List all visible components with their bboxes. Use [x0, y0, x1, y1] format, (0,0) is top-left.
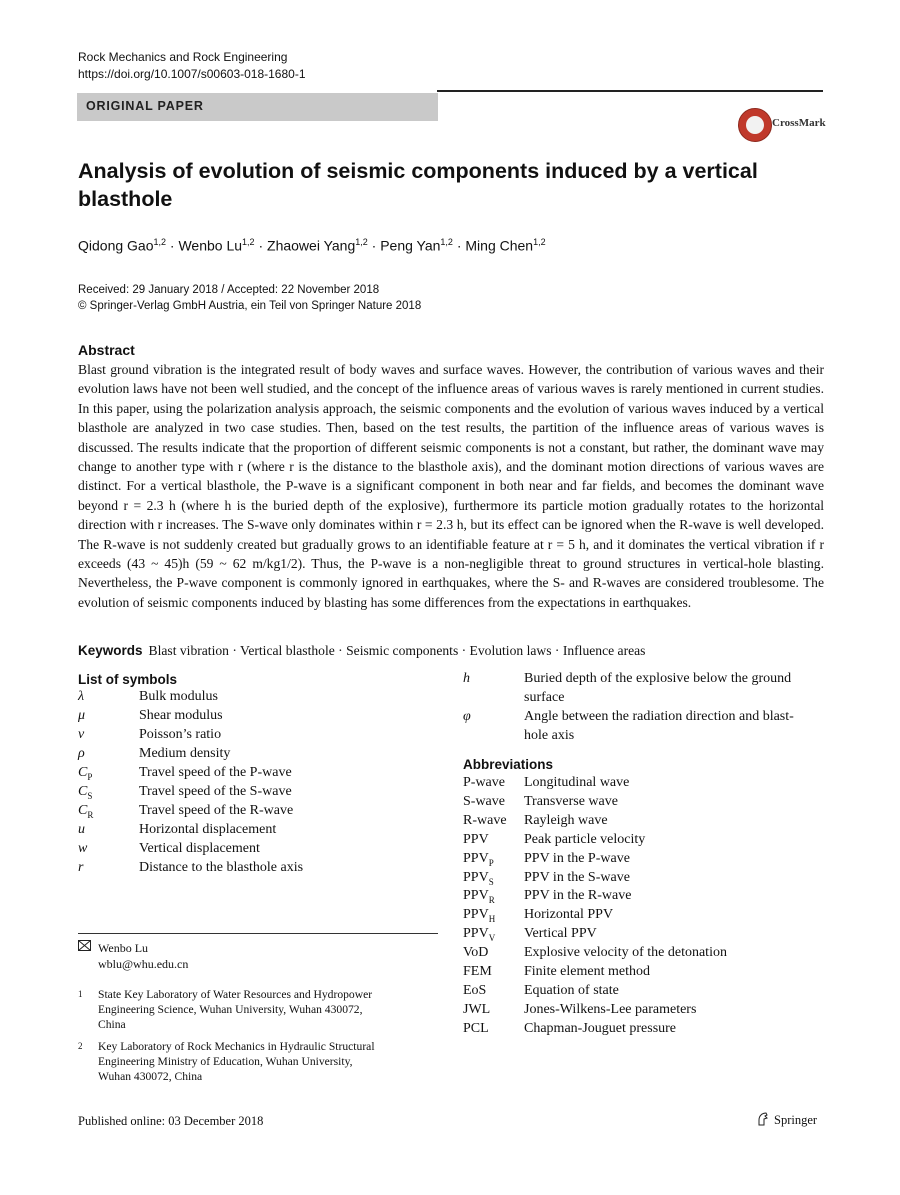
symbol-description-cont: surface [524, 690, 565, 705]
symbol: h [463, 671, 470, 686]
abbreviation-description: Horizontal PPV [524, 907, 614, 923]
author-name: Wenbo Lu [178, 237, 243, 254]
affiliation-number: 2 [78, 1041, 83, 1051]
abstract-text: Blast ground vibration is the integrated result of body waves and surface waves. However, the contribution of various waves and their evolution laws have not been well studied, and the concept of the influence areas of various waves is rarely mentioned in current studies. In this paper, using the polarization analysis approach, the seismic components and the evolution of various waves induced by a vertical blasthole are analyzed in two case studies. Then, based on the test results, the partition of the influence areas of various waves is discussed. The results indicate that the proportion of different seismic components is not a constant, but rather, the dominant wave may change to another type with r (where r is the distance to the blasthole axis), and the dominant motion directions of various waves are distinct. For a vertical blasthole, the P-wave is a significant component in both near and far fields, and becomes the dominant wave beyond r = 2.3 h (where h is the buried depth of the explosive), furthermore its particle motion gradually rotates to the horizontal direction with r increases. The S-wave only dominates within r = 2.3 h, but its effect can be ignored when the R-wave is well developed. The R-wave is not suddenly created but gradually grows to an identifiable feature at r = 5 h, and it dominates the vertical vibration if r exceeds (43 ~ 45)h (59 ~ 62 m/kg1/2). Thus, the P-wave is a non-negligible threat to ground structures in vertical-hole blasting. Nevertheless, the P-wave component is commonly ignored in earthquakes, where the S- and R-waves are considered troublesome. The evolution of seismic components induced by blasting has some differences from the expectations in earthquakes. [78, 362, 824, 610]
copyright-line: © Springer-Verlag GmbH Austria, ein Teil von Springer Nature 2018 [78, 300, 422, 312]
corresponding-author-email[interactable]: wblu@whu.edu.cn [98, 957, 189, 971]
symbol-description: Travel speed of the R-wave [139, 803, 294, 818]
affiliation-line: Wuhan 430072, China [98, 1070, 203, 1083]
author-separator: · [166, 237, 179, 254]
symbol: r [78, 860, 84, 875]
symbol-description: Poisson’s ratio [139, 727, 222, 742]
footnote-rule [78, 933, 438, 934]
affiliation-number: 1 [78, 989, 83, 999]
symbol: $C_R$ [78, 803, 94, 820]
abbreviation: EoS [463, 982, 487, 998]
symbol-description: Angle between the radiation direction and blast- [524, 709, 794, 724]
author-separator: · [254, 237, 268, 254]
symbol: φ [463, 709, 471, 724]
author-name: Qidong Gao [78, 237, 154, 254]
abbreviation-description: Rayleigh wave [524, 812, 608, 828]
journal-name: Rock Mechanics and Rock Engineering [78, 50, 288, 64]
abstract-heading: Abstract [78, 342, 135, 358]
symbol: λ [78, 689, 85, 704]
symbol: $C_P$ [78, 765, 93, 782]
crossmark-label: CrossMark [772, 117, 826, 129]
symbol-subscript: R [87, 809, 94, 820]
abbreviation: S-wave [463, 793, 505, 809]
paper-title: Analysis of evolution of seismic components induced by a vertical blasthole [78, 159, 758, 211]
symbol-description: Travel speed of the S-wave [139, 784, 292, 799]
keywords-label: Keywords [78, 643, 143, 658]
symbol: ρ [78, 746, 85, 761]
author-affiliation: 1,2 [440, 237, 453, 247]
article-type-label: ORIGINAL PAPER [86, 99, 204, 113]
corresponding-author-name: Wenbo Lu [98, 941, 149, 955]
springer-horse-icon [757, 1112, 769, 1126]
abbreviation: $PPV_V$ [463, 926, 496, 943]
symbol: w [78, 841, 88, 856]
abbreviation-subscript: S [488, 876, 494, 887]
abbreviation: $PPV_P$ [463, 850, 494, 868]
abbreviation-subscript: R [488, 895, 495, 906]
crossmark-icon [738, 108, 772, 142]
abbreviation-subscript: V [488, 932, 496, 943]
affiliation-line: State Key Laboratory of Water Resources and Hydropower [98, 988, 373, 1001]
article-type-bar [77, 93, 438, 121]
symbol: u [78, 822, 85, 837]
author-separator: · [452, 237, 466, 254]
symbol-description: Buried depth of the explosive below the ground [524, 671, 792, 686]
symbols-heading: List of symbols [78, 672, 178, 687]
symbol: μ [78, 708, 86, 723]
abbreviation-description: Longitudinal wave [524, 775, 630, 790]
symbol-subscript: P [87, 771, 93, 782]
abbreviation: R-wave [463, 812, 507, 828]
abbreviation-description: Peak particle velocity [524, 831, 646, 847]
symbol: ν [78, 727, 85, 742]
symbol-description: Travel speed of the P-wave [139, 765, 292, 780]
crossmark-badge[interactable] [738, 108, 828, 142]
abbreviation-description: Transverse wave [524, 793, 618, 809]
publisher-logo [757, 1112, 817, 1128]
affiliation-line: Engineering Science, Wuhan University, Wuhan 430072, [98, 1003, 363, 1016]
publisher-name: Springer [774, 1113, 818, 1127]
abbreviation-description: PPV in the P-wave [524, 850, 630, 866]
symbol-description: Shear modulus [139, 708, 223, 723]
abbreviation: JWL [463, 1001, 491, 1017]
doi-link[interactable]: https://doi.org/10.1007/s00603-018-1680-1 [78, 67, 306, 81]
header-rule [437, 90, 823, 92]
author-affiliation: 1,2 [153, 237, 167, 247]
abbreviation-description: PPV in the S-wave [524, 869, 630, 885]
symbol: $C_S$ [78, 784, 93, 801]
abbreviation: FEM [463, 964, 492, 979]
symbol-description: Vertical displacement [139, 841, 260, 856]
published-date: Published online: 03 December 2018 [78, 1114, 264, 1128]
author-name: Zhaowei Yang [267, 237, 356, 254]
abbreviation-description: Chapman-Jouguet pressure [524, 1020, 677, 1036]
dates-line: Received: 29 January 2018 / Accepted: 22 November 2018 [78, 284, 380, 296]
author-name: Ming Chen [465, 237, 534, 254]
abbreviation-description: Vertical PPV [524, 926, 597, 942]
abbreviation-subscript: H [488, 914, 496, 925]
symbol-description: Horizontal displacement [139, 822, 277, 837]
symbol-subscript: S [87, 790, 93, 801]
author-affiliation: 1,2 [355, 237, 368, 247]
author-separator: · [367, 237, 381, 254]
affiliation-line: Engineering Ministry of Education, Wuhan University, [98, 1055, 353, 1068]
author-affiliation: 1,2 [533, 237, 546, 247]
affiliation-line: Key Laboratory of Rock Mechanics in Hydraulic Structural [98, 1040, 375, 1053]
abbreviation: $PPV_S$ [463, 869, 494, 887]
abbreviation-description: Equation of state [524, 982, 619, 998]
abbreviation-description: Finite element method [524, 964, 650, 979]
abbreviation-description: PPV in the R-wave [524, 888, 632, 904]
keywords-line [78, 643, 645, 659]
abbreviation: P-wave [463, 775, 505, 790]
abbreviation: PCL [463, 1020, 489, 1036]
symbol-description: Distance to the blasthole axis [139, 860, 304, 875]
abbreviation-subscript: P [488, 857, 494, 868]
author-name: Peng Yan [380, 237, 441, 254]
abbreviations-heading: Abbreviations [463, 757, 554, 772]
author-affiliation: 1,2 [242, 237, 255, 247]
symbol-description: Medium density [139, 746, 231, 761]
abbreviation: VoD [463, 945, 489, 961]
abbreviation: PPV [463, 831, 489, 847]
affiliation-line: China [98, 1018, 126, 1031]
mail-icon [78, 940, 91, 955]
abbreviation: $PPV_H$ [463, 907, 496, 925]
keywords-text: Blast vibration · Vertical blasthole · Seismic components · Evolution laws · Influence areas [148, 643, 646, 658]
abbreviation: $PPV_R$ [463, 888, 495, 906]
abbreviation-description: Explosive velocity of the detonation [524, 945, 727, 961]
author-list [78, 237, 546, 254]
symbol-description-cont: hole axis [524, 728, 575, 743]
abbreviation-description: Jones-Wilkens-Lee parameters [524, 1001, 697, 1017]
symbol-description: Bulk modulus [139, 689, 218, 704]
